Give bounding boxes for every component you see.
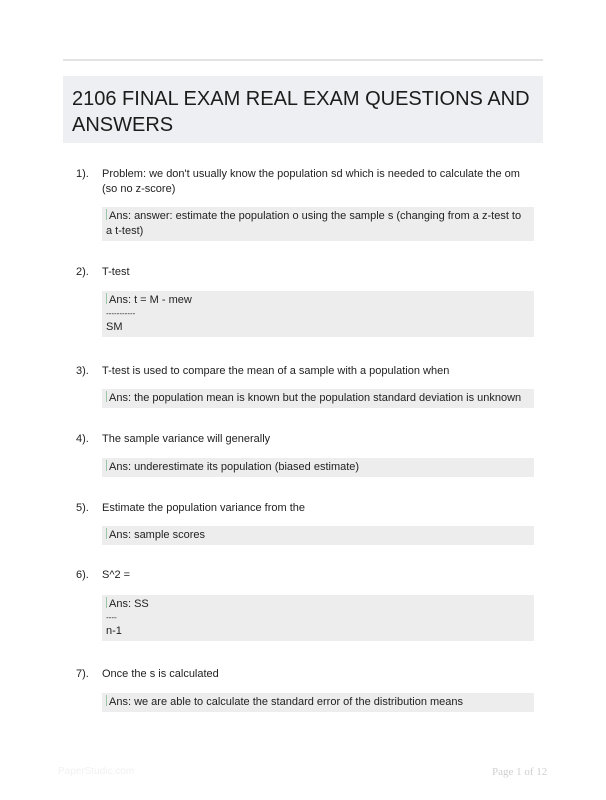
answer-box xyxy=(102,526,534,545)
answer-text: Ans: answer: estimate the population o using the sample s (changing from a z-test to a t-test) xyxy=(106,210,525,237)
question-text: The sample variance will generally xyxy=(102,433,271,445)
answer-box xyxy=(102,595,534,641)
answer-divider-text: ----------- xyxy=(106,309,136,318)
question-number: 3). xyxy=(76,365,89,377)
question-number: 1). xyxy=(76,168,89,180)
question-text: Problem: we don't usually know the population sd which is needed to calculate the om (so no z-score) xyxy=(102,168,520,195)
question-text: T-test xyxy=(102,266,130,278)
question-text: S^2 = xyxy=(102,569,131,581)
answer-divider-text: ---- xyxy=(106,613,117,622)
answer-marker xyxy=(106,293,107,304)
answer-text: Ans: t = M - mew xyxy=(109,294,192,306)
answer-text: Ans: we are able to calculate the standard error of the distribution means xyxy=(109,696,464,708)
answer-text: Ans: SS xyxy=(109,598,149,610)
page-indicator: Page 1 of 12 xyxy=(492,766,548,778)
question-text: T-test is used to compare the mean of a sample with a population when xyxy=(102,365,450,377)
page-title: 2106 FINAL EXAM REAL EXAM QUESTIONS AND ANSWERS xyxy=(72,88,530,136)
answer-marker xyxy=(106,391,107,402)
answer-box xyxy=(102,291,534,337)
footer-watermark: PaperStudic.com xyxy=(58,766,135,777)
question-number: 5). xyxy=(76,502,89,514)
answer-marker xyxy=(106,460,107,471)
answer-box xyxy=(102,458,534,477)
answer-text: Ans: underestimate its population (biased estimate) xyxy=(109,461,360,473)
answer-text: Ans: sample scores xyxy=(109,529,205,541)
question-text: Estimate the population variance from the xyxy=(102,502,306,514)
question-number: 4). xyxy=(76,433,89,445)
question-number: 6). xyxy=(76,569,89,581)
answer-text: SM xyxy=(106,321,123,333)
answer-box xyxy=(102,693,534,712)
answer-box xyxy=(102,389,534,408)
answer-text: Ans: the population mean is known but the population standard deviation is unknown xyxy=(109,392,522,404)
answer-marker xyxy=(106,209,107,220)
question-text: Once the s is calculated xyxy=(102,668,219,680)
answer-marker xyxy=(106,695,107,706)
answer-text: n-1 xyxy=(106,625,122,637)
question-number: 7). xyxy=(76,668,89,680)
answer-box xyxy=(102,207,534,241)
answer-marker xyxy=(106,597,107,608)
question-number: 2). xyxy=(76,266,89,278)
answer-marker xyxy=(106,528,107,539)
